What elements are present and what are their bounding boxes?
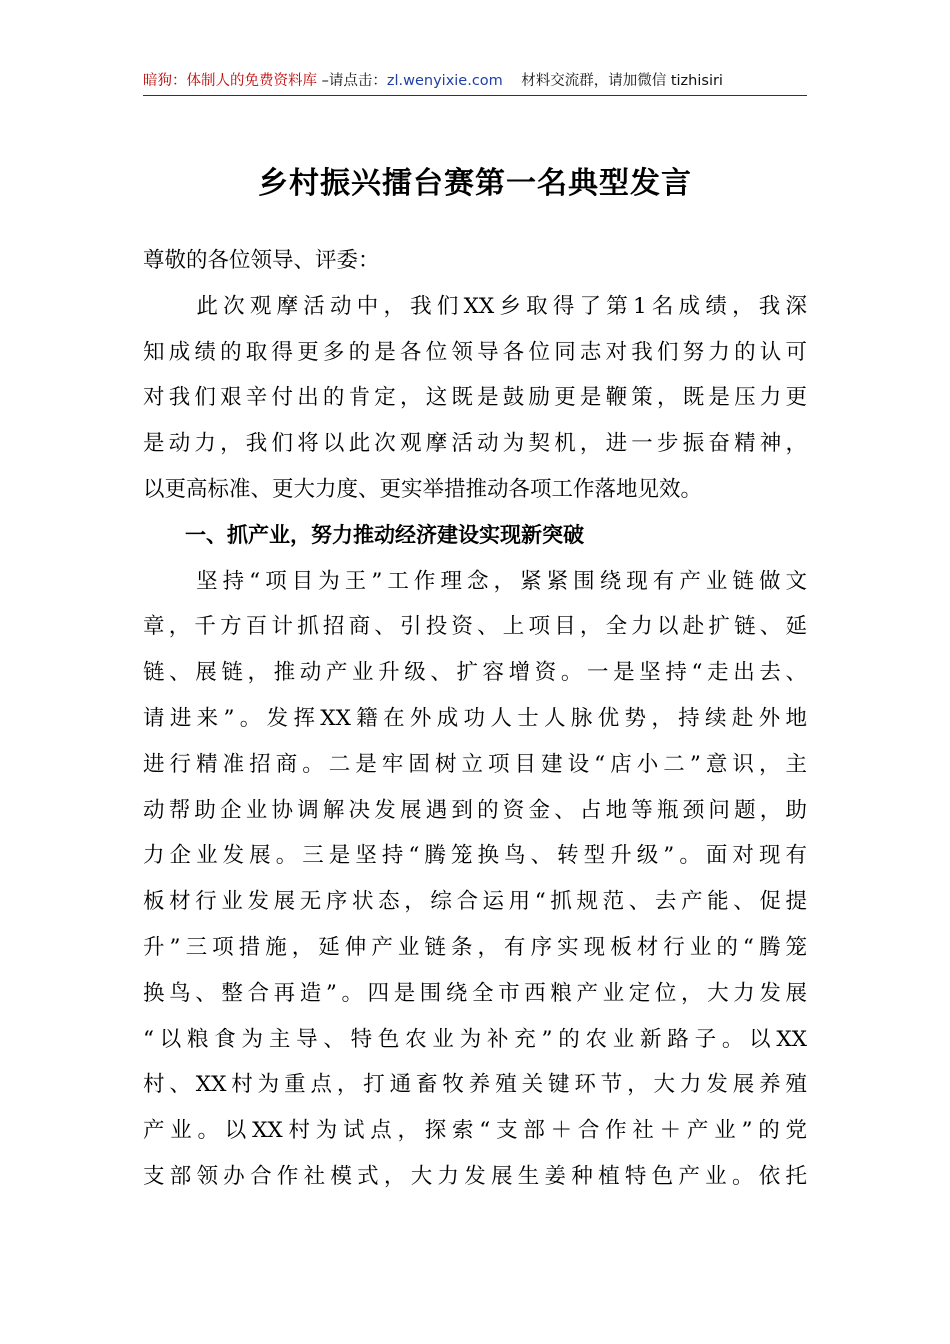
body-line: 是动力，我们将以此次观摩活动为契机，进一步振奋精神， (143, 431, 807, 457)
body-line: 此次观摩活动中，我们XX乡取得了第1名成绩，我深 (143, 293, 807, 319)
header-divider (143, 95, 807, 96)
body-line: 知成绩的取得更多的是各位领导各位同志对我们努力的认可 (143, 339, 807, 365)
document-body (143, 238, 807, 1200)
body-line: 以更高标准、更大力度、更实举措推动各项工作落地见效。 (143, 476, 703, 502)
body-line: 动帮助企业协调解决发展遇到的资金、占地等瓶颈问题，助 (143, 797, 807, 823)
body-line: 对我们艰辛付出的肯定，这既是鼓励更是鞭策，既是压力更 (143, 385, 807, 411)
body-line: 章，千方百计抓招商、引投资、上项目，全力以赴扩链、延 (143, 614, 807, 640)
body-line: 板材行业发展无序状态，综合运用“抓规范、去产能、促提 (143, 889, 807, 915)
body-line: 力企业发展。三是坚持“腾笼换鸟、转型升级”。面对现有 (143, 843, 807, 869)
document-title: 乡村振兴擂台赛第一名典型发言 (258, 166, 692, 201)
header-link[interactable]: zl.wenyixie.com (386, 73, 503, 89)
body-line: 产业。以XX村为试点，探索“支部＋合作社＋产业”的党 (143, 1118, 807, 1144)
header-site-name: 暗狗：体制人的免费资料库 (143, 73, 317, 89)
body-line: 村、XX村为重点，打通畜牧养殖关键环节，大力发展养殖 (143, 1072, 807, 1098)
body-line: 请进来”。发挥XX籍在外成功人士人脉优势，持续赴外地 (143, 705, 807, 731)
body-line: 换鸟、整合再造”。四是围绕全市西粮产业定位，大力发展 (143, 980, 807, 1006)
body-line: 支部领办合作社模式，大力发展生姜种植特色产业。依托 (143, 1163, 807, 1189)
header-click-prompt: –请点击： (317, 73, 387, 89)
body-line: 坚持“项目为王”工作理念，紧紧围绕现有产业链做文 (143, 568, 807, 594)
section-heading: 一、抓产业，努力推动经济建设实现新突破 (143, 522, 584, 547)
body-line: “以粮食为主导、特色农业为补充”的农业新路子。以XX (143, 1026, 807, 1052)
body-line: 链、展链，推动产业升级、扩容增资。一是坚持“走出去、 (143, 660, 807, 686)
body-line: 进行精准招商。二是牢固树立项目建设“店小二”意识，主 (143, 751, 807, 777)
header-wechat-note: 材料交流群，请加微信 tizhisiri (502, 73, 723, 89)
body-line: 升”三项措施，延伸产业链条，有序实现板材行业的“腾笼 (143, 934, 807, 960)
salutation-line: 尊敬的各位领导、评委： (143, 248, 380, 273)
page-header (143, 68, 807, 94)
